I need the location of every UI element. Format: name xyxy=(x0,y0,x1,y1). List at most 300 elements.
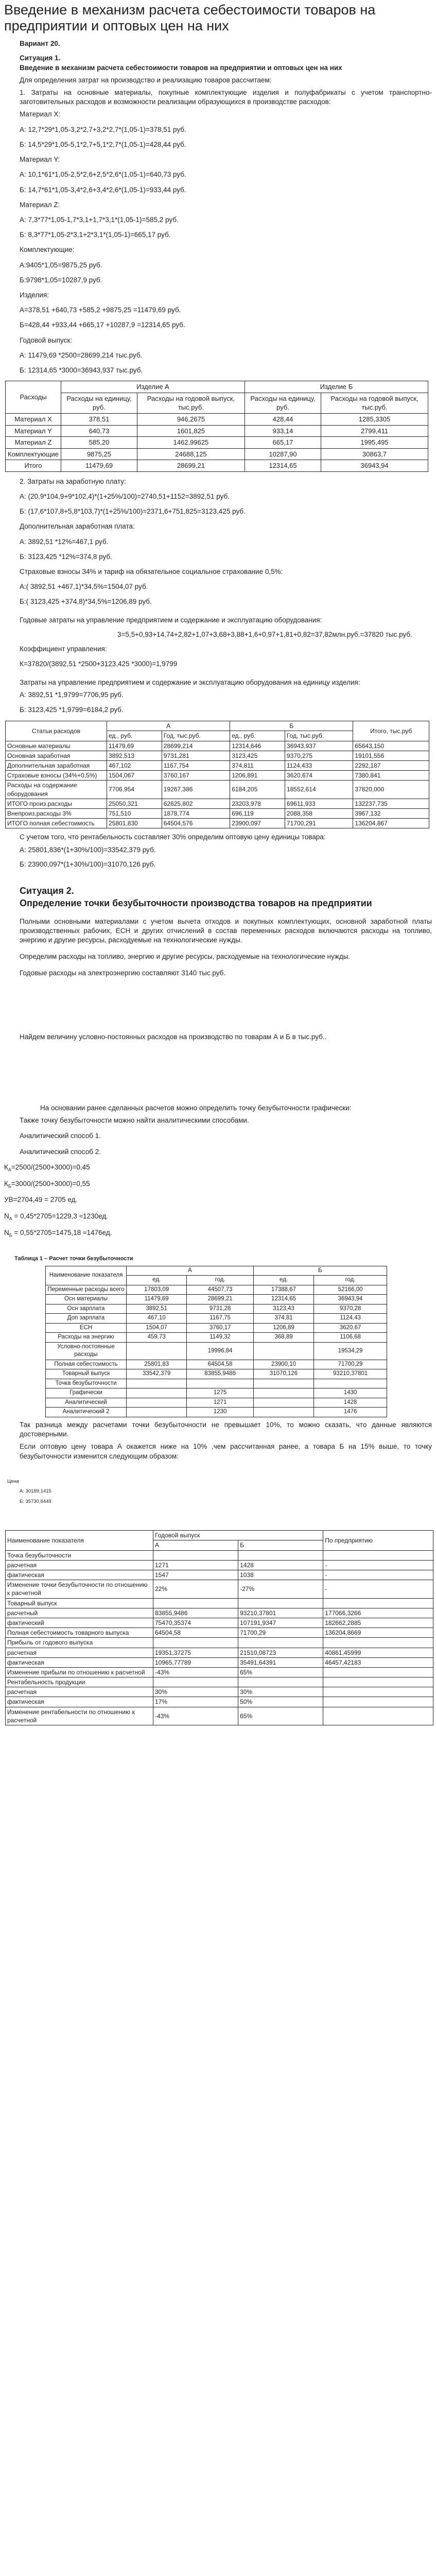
table-cell: Внепроиз.расходы 3% xyxy=(6,808,107,818)
table-cell: 65643,150 xyxy=(353,741,429,751)
table-row xyxy=(6,1667,433,1677)
text-line: Б=428,44 +933,44 +665,17 +10287,9 =12314,65 руб. xyxy=(20,321,185,329)
table-cell: Изменение точки безубыточности по отношению к расчетной xyxy=(6,1580,153,1598)
table-cell xyxy=(253,1408,313,1417)
table-cell: -43% xyxy=(153,1667,238,1677)
table-cell: Товарный выпуск xyxy=(6,1598,153,1608)
table-row xyxy=(6,1638,433,1648)
table-cell: 24688,125 xyxy=(137,448,245,460)
table-cell xyxy=(153,1677,238,1687)
table-cell: 1601,825 xyxy=(137,425,245,437)
table-header: ед. xyxy=(253,1276,313,1285)
table-cell: фактическая xyxy=(6,1570,153,1580)
text-line: Материал Z: xyxy=(20,200,60,209)
paragraph: Так разница между расчетами точки безубыточности не превышает 10%, то можно сказать, что данные являются достоверными. xyxy=(20,1420,432,1438)
table-cell: 3892,51 xyxy=(127,1304,187,1314)
table-header: Расходы на единицу, руб. xyxy=(61,393,137,413)
text-line: А:( 3892,51 +467,1)*34,5%=1504,07 руб. xyxy=(20,583,148,591)
text-line: Б: 3123,425 *12%=374,8 руб. xyxy=(20,552,112,561)
text-line: Б:9798*1,05=10287,9 руб. xyxy=(20,276,102,284)
formula: 3=5,5+0,93+14,74+2,82+1,07+3,68+3,88+1,6+0,97+1,81+0,82=37,82млн.руб.=37820 тыс.руб. xyxy=(117,630,412,638)
table-row xyxy=(6,808,429,818)
table-cell: расчетная xyxy=(6,1560,153,1570)
table-cell: Дополнительная заработная xyxy=(6,760,107,770)
table-cell: 946,2675 xyxy=(137,413,245,425)
paragraph: Если оптовую цену товара А окажется ниже на 10% ,чем рассчитанная ранее, а товара Б на 15% выше, то точку безубыточности изменится следующим образом: xyxy=(20,1443,432,1460)
table-header: Б xyxy=(238,1540,323,1550)
table-row xyxy=(46,1369,387,1379)
table-cell: расчетная xyxy=(6,1687,153,1697)
table-cell: 12314,646 xyxy=(230,741,285,751)
table-header: год. xyxy=(314,1276,387,1285)
paragraph: Полными основными материалами с учетом вычета отходов и покупных комплектующих, основной заработной платы производственных рабочих, ЕСН и других отчислений в состав переменных расходов включаются расходы на топливо, энергию и другие ресурсы, расходуемые на технологические нужды. xyxy=(20,917,432,944)
table-cell: 12314,65 xyxy=(253,1295,313,1304)
table-cell: 23900,10 xyxy=(253,1360,313,1369)
table-cell: 1428 xyxy=(238,1560,323,1570)
table-cell: 182662,2885 xyxy=(323,1618,433,1628)
table-cell: 11479,69 xyxy=(61,460,137,472)
table-header: Год, тыс.руб. xyxy=(162,731,230,741)
table-cell: 64504,58 xyxy=(187,1360,254,1369)
table-cell xyxy=(127,1342,187,1360)
table-cell: Изменение рентабельности по отношению к расчетной xyxy=(6,1707,153,1725)
text-line: А: 25801,836*(1+30%/100)=33542,379 руб. xyxy=(20,845,156,854)
table-cell: 1995,495 xyxy=(321,437,428,449)
table-cell: 3123,425 xyxy=(230,751,285,760)
table-cell: расчетная xyxy=(6,1648,153,1657)
table-cell: - xyxy=(323,1560,433,1570)
table-cell: Графически xyxy=(46,1388,127,1398)
table-header: Годовой выпуск xyxy=(153,1531,323,1540)
table-cell: 36943,937 xyxy=(285,741,353,751)
table-cell xyxy=(153,1638,238,1648)
table-header: Изделие Б xyxy=(245,381,428,393)
situation-1-heading: Ситуация 1. xyxy=(20,54,61,62)
table-cell: 17388,67 xyxy=(253,1285,313,1295)
table-cell: 1124,433 xyxy=(285,760,353,770)
table-header: Б xyxy=(230,721,353,731)
table-cell: 71700,291 xyxy=(285,819,353,828)
table-cell: 65% xyxy=(238,1707,323,1725)
table-header: Расходы на годовой выпуск, тыс.руб. xyxy=(137,393,245,413)
table-cell: 107191,9347 xyxy=(238,1618,323,1628)
table-cell xyxy=(323,1598,433,1608)
text-line: Б: 23900,097*(1+30%/100)=31070,126 руб. xyxy=(20,860,156,868)
table-cell: 2292,187 xyxy=(353,760,429,770)
table-header: год. xyxy=(187,1276,254,1285)
table-cell: Переменные расходы всего xyxy=(46,1285,127,1295)
table-cell: 9875,25 xyxy=(61,448,137,460)
table-cell: Материал X xyxy=(6,413,61,425)
table-cell xyxy=(323,1667,433,1677)
table-cell: Аналитический 2 xyxy=(46,1408,127,1417)
table-cell: 3760,167 xyxy=(162,771,230,781)
table-row xyxy=(6,1570,433,1580)
table-cell: Полная себестоимость товарного выпуска xyxy=(6,1628,153,1638)
table-row xyxy=(6,819,429,828)
table-row xyxy=(6,751,429,760)
situation-1-subheading: Введение в механизм расчета себестоимости товаров на предприятии и оптовых цен на них xyxy=(20,63,342,72)
text-line: Страховые взносы 34% и тариф на обязательное социальное страхование 0,5%: xyxy=(20,568,283,576)
table-caption: Таблица 1 – Расчет точки безубыточности xyxy=(14,1255,133,1262)
text-line: Коэффициент управления: xyxy=(20,645,107,653)
calc-line: $К_Б=3000/(2500+3000)=0,55$ xyxy=(4,1179,90,1189)
table-row xyxy=(6,1608,433,1618)
table-row xyxy=(6,741,429,751)
table-cell: 428,44 xyxy=(245,413,321,425)
table-cell: 1430 xyxy=(314,1388,387,1398)
text-line: А: 12,7*29*1,05-3,2*2,7+3,2*2,7*(1,05-1)=378,51 руб. xyxy=(20,125,186,133)
table-cell: 36943,94 xyxy=(314,1295,387,1304)
table-cell: 19534,29 xyxy=(314,1342,387,1360)
table-cell: 374,81 xyxy=(253,1314,313,1324)
table-cell: 7380,841 xyxy=(353,771,429,781)
table-row xyxy=(6,1580,433,1598)
table-header: Итого, тыс.руб xyxy=(353,721,429,741)
table-cell: 374,811 xyxy=(230,760,285,770)
calc-line: $N_Б = 0,55*2705=1475,18 \approx 1476ед$. xyxy=(4,1229,112,1238)
table-cell: 459,73 xyxy=(127,1333,187,1343)
table-cell: 1428 xyxy=(314,1398,387,1408)
table-cell: 9731,281 xyxy=(162,751,230,760)
table-cell xyxy=(238,1677,323,1687)
table-row xyxy=(6,1677,433,1687)
table-cell xyxy=(323,1677,433,1687)
table-cell: 933,14 xyxy=(245,425,321,437)
table-header: По предприятию xyxy=(323,1531,433,1550)
table-cell xyxy=(127,1379,187,1388)
table-cell: фактическая xyxy=(6,1657,153,1667)
table-header: Наименование показателя xyxy=(6,1531,153,1550)
table-cell: Точка безубыточности xyxy=(6,1550,153,1560)
table-cell: - xyxy=(323,1570,433,1580)
table-cell: 31070,126 xyxy=(253,1369,313,1379)
table-cell: 65% xyxy=(238,1667,323,1677)
table-cell xyxy=(323,1707,433,1725)
paragraph: Определим расходы на топливо, энергию и другие ресурсы, расходуемые на технологические нужды. xyxy=(20,953,351,961)
table-header: Расходы на годовой выпуск, тыс.руб. xyxy=(321,393,428,413)
table-cell: Расходы на энергию xyxy=(46,1333,127,1343)
break-even-calc-block xyxy=(0,1163,436,1239)
text-line: А=378,51 +640,73 +585,2 +9875,25 =11479,69 руб. xyxy=(20,306,181,314)
text-line: А: 7,3*77*1,05-1,7*3,1+1,7*3,1*(1,05-1)=585,2 руб. xyxy=(20,215,179,224)
table-header: ед. xyxy=(127,1276,187,1285)
table-cell xyxy=(187,1379,254,1388)
paragraph: 1. Затраты на основные материалы, покупные комплектующие изделия и полуфабрикаты с учетом транспортно-заготовительных расходов и возможности реализации образующихся в производстве расходов: xyxy=(20,88,432,106)
table-cell: 35491,64391 xyxy=(238,1657,323,1667)
table-header: Изделие А xyxy=(61,381,245,393)
price-label: Цена xyxy=(7,1478,19,1484)
paragraph: Найдем величину условно-постоянных расходов на производство по товарам А и Б в тыс.руб.. xyxy=(20,1032,327,1041)
table-cell: 3620,674 xyxy=(285,771,353,781)
table-cell xyxy=(323,1687,433,1697)
table-cell: 2088,358 xyxy=(285,808,353,818)
table-header: А xyxy=(107,721,230,731)
table-cell: 3760,17 xyxy=(187,1323,254,1333)
table-cell: 83855,9486 xyxy=(187,1369,254,1379)
table-row xyxy=(6,448,428,460)
table-cell xyxy=(238,1550,323,1560)
table-cell: Прибыль от годового выпуска xyxy=(6,1638,153,1648)
table-row xyxy=(6,771,429,781)
table-cell: фактический xyxy=(6,1618,153,1628)
situation-2-subheading: Определение точки безубыточности производства товаров на предприятии xyxy=(20,898,372,909)
table-cell: 665,17 xyxy=(245,437,321,449)
table-cell: 33542,379 xyxy=(127,1369,187,1379)
text-line: 2. Затраты на заработную плату: xyxy=(20,477,126,485)
table-row xyxy=(6,781,429,799)
table-cell: Комплектующие xyxy=(6,448,61,460)
table-row xyxy=(6,1697,433,1707)
table-row xyxy=(6,1687,433,1697)
table-cell xyxy=(253,1379,313,1388)
table-cell: 696,119 xyxy=(230,808,285,818)
table-cell: 2799,411 xyxy=(321,425,428,437)
table-row xyxy=(6,413,428,425)
table-cell: 132237,735 xyxy=(353,799,429,808)
variant-heading: Вариант 20. xyxy=(20,40,60,48)
table-cell: 25050,321 xyxy=(107,799,162,808)
table-row xyxy=(46,1408,387,1417)
table-header: ед., руб. xyxy=(230,731,285,741)
paragraph: На основании ранее сделанных расчетов можно определить точку безубыточности графически: xyxy=(40,1104,352,1112)
table-cell: 9731,28 xyxy=(187,1304,254,1314)
paragraph: Затраты на управление предприятием и содержание и эксплуатацию оборудования на единицу изделия: xyxy=(20,678,360,686)
table-cell: 71700,29 xyxy=(238,1628,323,1638)
table-row xyxy=(6,1598,433,1608)
table-cell: 136204,8669 xyxy=(323,1628,433,1638)
table-header: Статьи расходов xyxy=(6,721,107,741)
table-cell xyxy=(238,1598,323,1608)
table-cell: Основные материалы xyxy=(6,741,107,751)
table-cell xyxy=(323,1697,433,1707)
text-line: А: 3892,51 *12%=467,1 руб. xyxy=(20,537,109,546)
text-line: Изделия: xyxy=(20,291,49,299)
table-row xyxy=(46,1285,387,1295)
table-cell: 28699,21 xyxy=(137,460,245,472)
table-cell: 640,73 xyxy=(61,425,137,437)
table-cell: 1206,89 xyxy=(253,1323,313,1333)
table-cell: ИТОГО произ.расходы xyxy=(6,799,107,808)
page-title: Введение в механизм расчета себестоимости товаров на предприятии и оптовых цен на них xyxy=(4,2,376,34)
table-cell: 368,89 xyxy=(253,1333,313,1343)
table-cell: 1504,07 xyxy=(127,1323,187,1333)
table-cell: 64504,576 xyxy=(162,819,230,828)
table-cell: 25801,830 xyxy=(107,819,162,828)
table-cell: 28699,21 xyxy=(187,1295,254,1304)
paragraph: С учетом того, что рентабельность составляет 30% определим оптовую цену единицы товара: xyxy=(20,833,326,841)
table-header: Наименование показателя xyxy=(46,1266,127,1285)
table-cell: Доп зарплата xyxy=(46,1314,127,1324)
table-row xyxy=(6,425,428,437)
table-cell: 75470,35374 xyxy=(153,1618,238,1628)
table-cell: 21510,08723 xyxy=(238,1648,323,1657)
table-cell: 17% xyxy=(153,1697,238,1707)
text-line: А: 3892,51 *1,9799=7706,95 руб. xyxy=(20,690,124,699)
table-cell: 19267,386 xyxy=(162,781,230,799)
table-cell: 467,10 xyxy=(127,1314,187,1324)
table-cell: 1462,99625 xyxy=(137,437,245,449)
table-cell: 46457,42183 xyxy=(323,1657,433,1667)
table-cell: 17803,09 xyxy=(127,1285,187,1295)
table-cell: -27% xyxy=(238,1580,323,1598)
table-cell xyxy=(153,1550,238,1560)
table-cell: 1167,75 xyxy=(187,1314,254,1324)
text-line: Годовой выпуск: xyxy=(20,336,73,344)
table-row xyxy=(46,1304,387,1314)
table-cell xyxy=(323,1638,433,1648)
table-cell: 1285,3305 xyxy=(321,413,428,425)
table-cell: 28699,214 xyxy=(162,741,230,751)
table-cell: 19101,556 xyxy=(353,751,429,760)
table-cell: 1878,774 xyxy=(162,808,230,818)
coefficient-block xyxy=(0,645,436,669)
table-cell: Основная заработная xyxy=(6,751,107,760)
table-row xyxy=(46,1360,387,1369)
table-cell: 136204,867 xyxy=(353,819,429,828)
table-cell: Изменение прибыли по отношению к расчетной xyxy=(6,1667,153,1677)
table-header: Год, тыс.руб. xyxy=(285,731,353,741)
text-line: Аналитический способ 1. xyxy=(20,1132,101,1140)
table-cell xyxy=(127,1388,187,1398)
table-cell: 23203,978 xyxy=(230,799,285,808)
text-line: Б: 14,7*61*1,05-3,4*2,6+3,4*2,6*(1,05-1)=933,44 руб. xyxy=(20,185,186,194)
table-cell: 62625,802 xyxy=(162,799,230,808)
table-cell: 11479,69 xyxy=(127,1295,187,1304)
table-cell: 93210,37801 xyxy=(314,1369,387,1379)
table-cell: 19351,37275 xyxy=(153,1648,238,1657)
table-cell: фактическая xyxy=(6,1697,153,1707)
table-cell: Полная себестоимость xyxy=(46,1360,127,1369)
table-cell: 1275 xyxy=(187,1388,254,1398)
table-row xyxy=(6,1560,433,1570)
table-cell: 6184,205 xyxy=(230,781,285,799)
table-cell: Условно-постоянные расходы xyxy=(46,1342,127,1360)
table-cell xyxy=(253,1388,313,1398)
table-cell: 69611,933 xyxy=(285,799,353,808)
table-cell: 1504,067 xyxy=(107,771,162,781)
table-row xyxy=(6,460,428,472)
text-line: Б: 3123,425 *1,9799=6184,2 руб. xyxy=(20,706,124,714)
situation-2-heading: Ситуация 2. xyxy=(20,885,74,896)
table-row xyxy=(6,1550,433,1560)
table-cell: 64504,58 xyxy=(153,1628,238,1638)
text-line: А:9405*1,05=9875,25 руб. xyxy=(20,261,102,269)
price-block xyxy=(0,1488,436,1506)
table-row xyxy=(46,1314,387,1324)
table-cell: 3892,513 xyxy=(107,751,162,760)
table-row xyxy=(6,760,429,770)
table-cell: ИТОГО полная себестоимость xyxy=(6,819,107,828)
table-cell: - xyxy=(323,1580,433,1598)
table-cell: 1476 xyxy=(314,1408,387,1417)
table-cell xyxy=(323,1550,433,1560)
text-line: Б: 8,3*77*1,05-2*3,1+2*3,1*(1,05-1)=665,17 руб. xyxy=(20,231,171,239)
table-header: Расходы на единицу, руб. xyxy=(245,393,321,413)
text-line: Комплектующие: xyxy=(20,246,75,254)
text-line: Б: 14,5*29*1,05-5,1*2,7+5,1*2,7*(1,05-1)=428,44 руб. xyxy=(20,140,186,148)
table-cell: 1271 xyxy=(153,1560,238,1570)
table-cell: 1230 xyxy=(187,1408,254,1417)
table-row xyxy=(6,799,429,808)
table-cell: Расходы на содержание оборудования xyxy=(6,781,107,799)
calc-line: $N_А = 0,45*2705=1229,3 \approx 1230ед$. xyxy=(4,1212,108,1222)
table-cell: 378,51 xyxy=(61,413,137,425)
table-cell: 751,510 xyxy=(107,808,162,818)
table-cell xyxy=(238,1638,323,1648)
table-cell: 22% xyxy=(153,1580,238,1598)
text-line: Б: 35730,6449 xyxy=(20,1499,51,1505)
table-cell: Итого xyxy=(6,460,61,472)
table-cell: 83855,9486 xyxy=(153,1608,238,1618)
table-header: А xyxy=(127,1266,254,1276)
paragraph: Годовые затраты на управление предприятием и содержание и эксплуатацию оборудования: xyxy=(20,616,322,624)
table-cell: 25801,83 xyxy=(127,1360,187,1369)
table-cell: 1547 xyxy=(153,1570,238,1580)
table-row xyxy=(46,1379,387,1388)
text-line: А: 11479,69 *2500=28699,214 тыс.руб. xyxy=(20,351,143,359)
table-cell: 1124,43 xyxy=(314,1314,387,1324)
table-cell: 1106,68 xyxy=(314,1333,387,1343)
paragraph: Для определения затрат на производство и реализацию товаров рассчитаем: xyxy=(20,76,272,84)
table-cell xyxy=(127,1408,187,1417)
break-even-table xyxy=(45,1266,387,1417)
table-row xyxy=(46,1342,387,1360)
text-line: Аналитический способ 2. xyxy=(20,1147,101,1156)
table-cell: Осн зарплата xyxy=(46,1304,127,1314)
table-row xyxy=(46,1333,387,1343)
table-cell: 12314,65 xyxy=(245,460,321,472)
text-line: Материал Y: xyxy=(20,156,60,164)
table-row xyxy=(46,1388,387,1398)
text-line: Б:( 3123,425 +374,8)*34,5%=1206,89 руб. xyxy=(20,598,152,606)
calc-line: УВ=2704,49 = 2705 ед. xyxy=(4,1196,78,1204)
table-cell: 52166,00 xyxy=(314,1285,387,1295)
table-cell xyxy=(253,1342,313,1360)
table-row xyxy=(46,1398,387,1408)
table-row xyxy=(6,1628,433,1638)
table-cell: Аналитический xyxy=(46,1398,127,1408)
table-row xyxy=(6,437,428,449)
text-line: А: (20,9*104,9+9*102,4)*(1+25%/100)=2740,51+1152=3892,51 руб. xyxy=(20,492,230,500)
table-cell: 9370,275 xyxy=(285,751,353,760)
materials-calc-block xyxy=(0,110,436,375)
table-cell: 30% xyxy=(153,1687,238,1697)
table-row xyxy=(6,1618,433,1628)
table-cell: 467,102 xyxy=(107,760,162,770)
table-cell: 37820,000 xyxy=(353,781,429,799)
table-cell: 1206,891 xyxy=(230,771,285,781)
table-header: А xyxy=(153,1540,238,1550)
table-cell: Материал Z xyxy=(6,437,61,449)
table-row xyxy=(46,1323,387,1333)
table-cell: 3620,67 xyxy=(314,1323,387,1333)
table-cell: 1149,32 xyxy=(187,1333,254,1343)
table-cell: Материал Y xyxy=(6,425,61,437)
table-header: Б xyxy=(253,1266,387,1276)
table-cell xyxy=(127,1398,187,1408)
table-cell: 1271 xyxy=(187,1398,254,1408)
text-line: Дополнительная заработная плата: xyxy=(20,522,135,531)
text-line: Б: 12314,65 *3000=36943,937 тыс.руб. xyxy=(20,366,143,375)
table-cell: 23900,097 xyxy=(230,819,285,828)
text-line: К=37820/(3892,51 *2500+3123,425 *3000)=1,9799 xyxy=(20,660,178,668)
table-cell: Точка безубыточности xyxy=(46,1379,127,1388)
table-cell: 10287,90 xyxy=(245,448,321,460)
table-cell xyxy=(153,1598,238,1608)
table-row xyxy=(46,1295,387,1304)
text-line: Также точку безубыточности можно найти аналитическими способами. xyxy=(20,1116,249,1125)
